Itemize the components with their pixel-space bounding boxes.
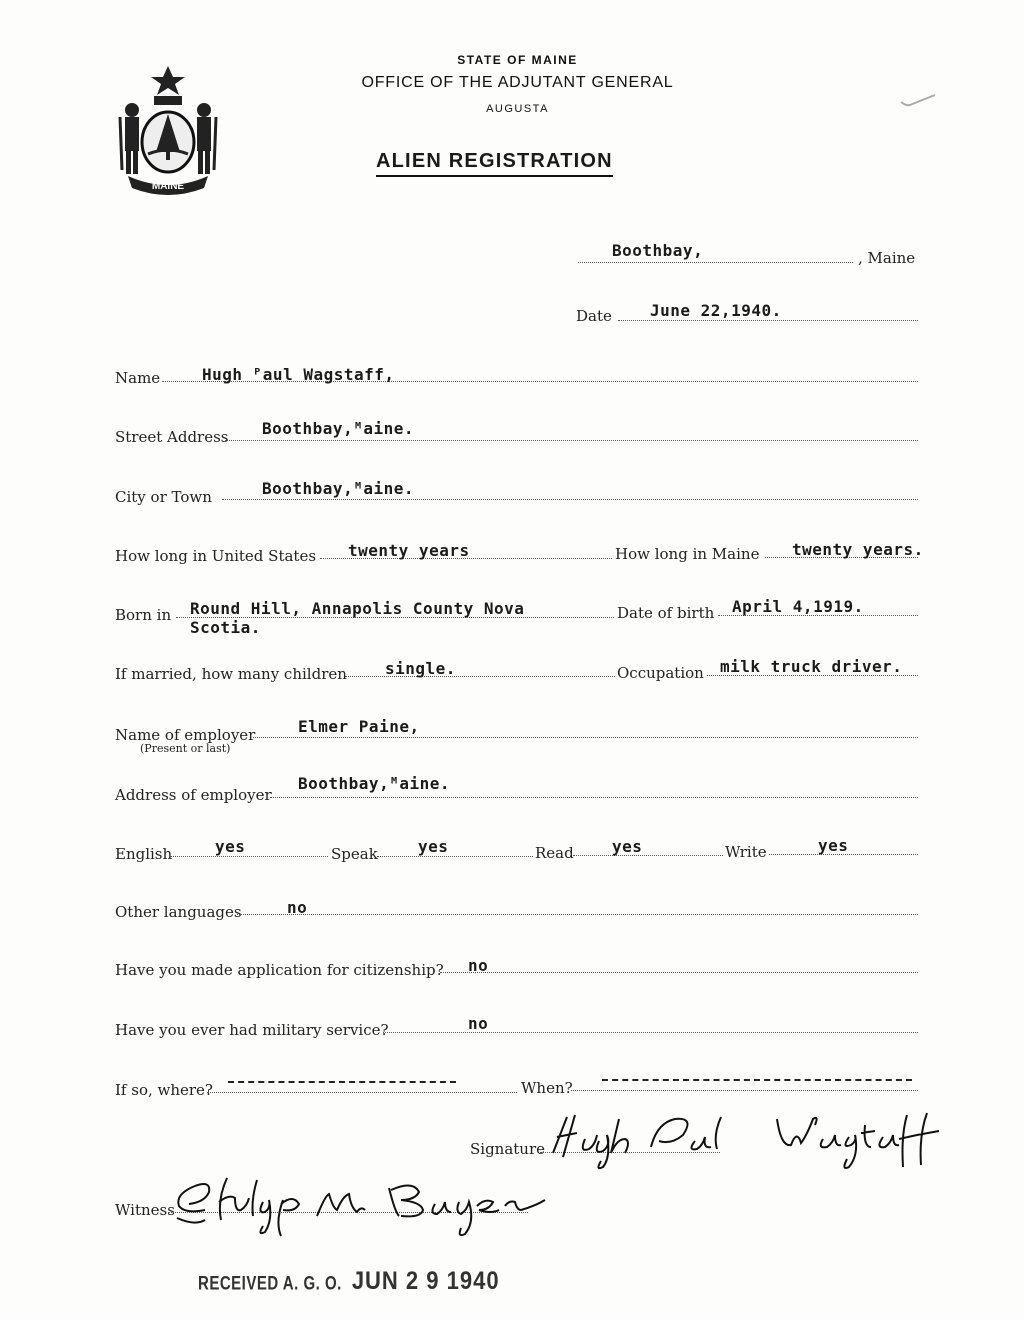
check-mark-icon [898,92,938,112]
signature-label: Signature [470,1140,546,1158]
citizenship-label: Have you made application for citizenship? [115,961,444,979]
citizenship-value: no [468,956,489,975]
employer-label: Name of employer [115,726,256,744]
speak-value: yes [418,837,449,856]
write-value: yes [818,836,849,855]
employer-value: Elmer Paine, [298,717,420,736]
city-label: City or Town [115,488,212,506]
occupation-value: milk truck driver. [720,657,903,676]
employer-address-value: Boothbay,ᴹaine. [298,774,450,793]
how-long-us-label: How long in United States [115,547,317,565]
name-label: Name [115,369,161,387]
svg-text:Hugh Paul Wagstaff: Hugh Paul Wagstaff [545,1105,556,1106]
children-label: If married, how many children [115,665,347,683]
applicant-signature [545,1105,955,1175]
street-line [225,440,918,441]
other-languages-value: no [287,898,308,917]
speak-label: Speak [331,845,378,863]
street-value: Boothbay,ᴹaine. [262,419,414,438]
where-label: If so, where? [115,1081,213,1099]
maine-seal-icon [112,62,224,197]
city-line [222,499,918,500]
how-long-maine-label: How long in Maine [615,545,760,563]
street-label: Street Address [115,428,229,446]
read-line [573,855,723,856]
military-line [383,1032,918,1033]
employer-line [253,737,918,738]
header-office: OFFICE OF THE ADJUTANT GENERAL [361,74,674,91]
stamp-prefix: RECEIVED A. G. O. [198,1272,342,1295]
header-city: AUGUSTA [486,103,549,115]
born-in-value-line2: Scotia. [190,618,261,637]
where-dashes [228,1081,456,1083]
read-label: Read [535,844,574,862]
header-state: STATE OF MAINE [457,53,578,67]
where-line [207,1092,517,1093]
other-languages-label: Other languages [115,903,242,921]
place-value: Boothbay, [612,241,704,260]
employer-address-label: Address of employer [115,786,272,804]
place-line [578,262,853,263]
citizenship-line [440,972,918,973]
write-label: Write [725,843,767,861]
place-suffix: , Maine [858,249,916,267]
witness-signature [165,1170,555,1245]
military-label: Have you ever had military service? [115,1021,389,1039]
how-long-us-value: twenty years [348,541,470,560]
employer-address-line [270,797,918,798]
other-languages-line [237,914,918,915]
occupation-label: Occupation [617,664,704,682]
date-value: June 22,1940. [650,301,782,320]
svg-text:Philip M Burgess: Philip M Burgess [165,1170,174,1171]
read-value: yes [612,837,643,856]
name-value: Hugh ᴾaul Wagstaff, [202,365,395,384]
stamp-date: JUN 2 9 1940 [351,1266,500,1295]
born-in-label: Born in [115,606,172,624]
speak-line [377,856,533,857]
date-of-birth-value: April 4,1919. [732,597,864,616]
date-label: Date [576,307,612,325]
svg-text:MAINE: MAINE [151,181,185,192]
city-value: Boothbay,ᴹaine. [262,479,414,498]
date-line [618,320,918,321]
when-line [571,1090,918,1091]
received-stamp [198,1268,500,1294]
military-value: no [468,1014,489,1033]
english-value: yes [215,837,246,856]
when-dashes [602,1079,912,1081]
witness-label: Witness [115,1201,175,1219]
english-line [170,856,328,857]
born-in-value-line1: Round Hill, Annapolis County Nova [190,599,525,618]
form-title: ALIEN REGISTRATION [376,150,613,177]
children-value: single. [385,659,456,678]
how-long-maine-value: twenty years. [792,540,924,559]
when-label: When? [521,1079,573,1097]
english-label: English [115,845,173,863]
employer-note: (Present or last) [140,742,231,755]
date-of-birth-label: Date of birth [617,604,715,622]
